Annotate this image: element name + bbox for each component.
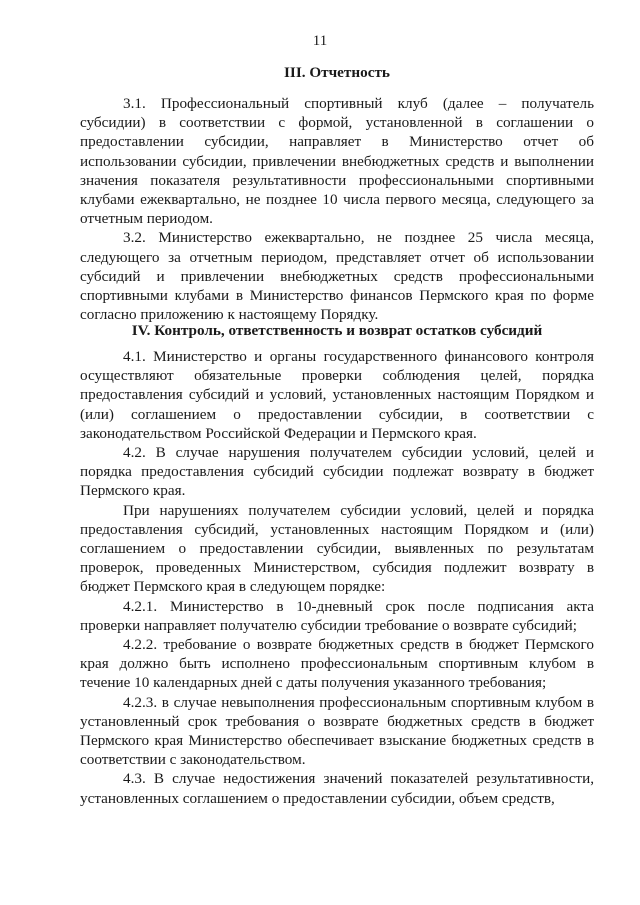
paragraph-4-2-violations: При нарушениях получателем субсидии условий, целей и порядка предоставления субсидий, установленных настоящим Порядком и (или) соглашением о предоставлении субсидии, выявленных по результатам проверок, проведенных Министерством, субсидия подлежит возврату в бюджет Пермского края в следующем порядке: [80, 501, 594, 596]
paragraph-3-1: 3.1. Профессиональный спортивный клуб (далее – получатель субсидии) в соответствии с формой, установленной в соглашении о предоставлении субсидии, направляет в Министерство отчет об использовании субсидии, привлечении внебюджетных средств и выполнении значения показателя результативности профессиональными спортивными клубами ежеквартально, не позднее 10 числа первого месяца, следующего за отчетным периодом. [80, 95, 594, 228]
paragraph-4-2-3: 4.2.3. в случае невыполнения профессиональным спортивным клубом в установленный срок требования о возврате бюджетных средств в бюджет Пермского края Министерство обеспечивает взыскание бюджетных средств в соответствии с законодательством. [80, 693, 594, 769]
page-number: 11 [312, 33, 328, 49]
section-4-body [80, 347, 594, 808]
paragraph-4-2-1: 4.2.1. Министерство в 10-дневный срок после подписания акта проверки направляет получателю субсидии требование о возврате субсидий; [80, 597, 594, 634]
paragraph-4-2-2: 4.2.2. требование о возврате бюджетных средств в бюджет Пермского края должно быть исполнено профессиональным спортивным клубом в течение 10 календарных дней с даты получения указанного требования; [80, 636, 594, 692]
section-4-heading: IV. Контроль, ответственность и возврат остатков субсидий [131, 322, 543, 339]
section-3-heading: III. Отчетность [284, 64, 390, 81]
paragraph-3-2: 3.2. Министерство ежеквартально, не позднее 25 числа месяца, следующего за отчетным периодом, представляет отчет об использовании субсидий и привлечении внебюджетных средств профессиональными спортивными клубами в Министерство финансов Пермского края по форме согласно приложению к настоящему Порядку. [80, 229, 594, 324]
paragraph-4-2: 4.2. В случае нарушения получателем субсидии условий, целей и порядка предоставления субсидий субсидии подлежат возврату в бюджет Пермского края. [80, 444, 594, 500]
paragraph-4-1: 4.1. Министерство и органы государственного финансового контроля осуществляют обязательные проверки соблюдения целей, порядка предоставления субсидий и условий, установленных настоящим Порядком и (или) соглашением о предоставлении субсидии, в соответствии с законодательством Российской Федерации и Пермского края. [80, 348, 594, 442]
section-3-body [80, 94, 594, 324]
paragraph-4-3: 4.3. В случае недостижения значений показателей результативности, установленных соглашением о предоставлении субсидии, объем средств, [80, 770, 594, 807]
